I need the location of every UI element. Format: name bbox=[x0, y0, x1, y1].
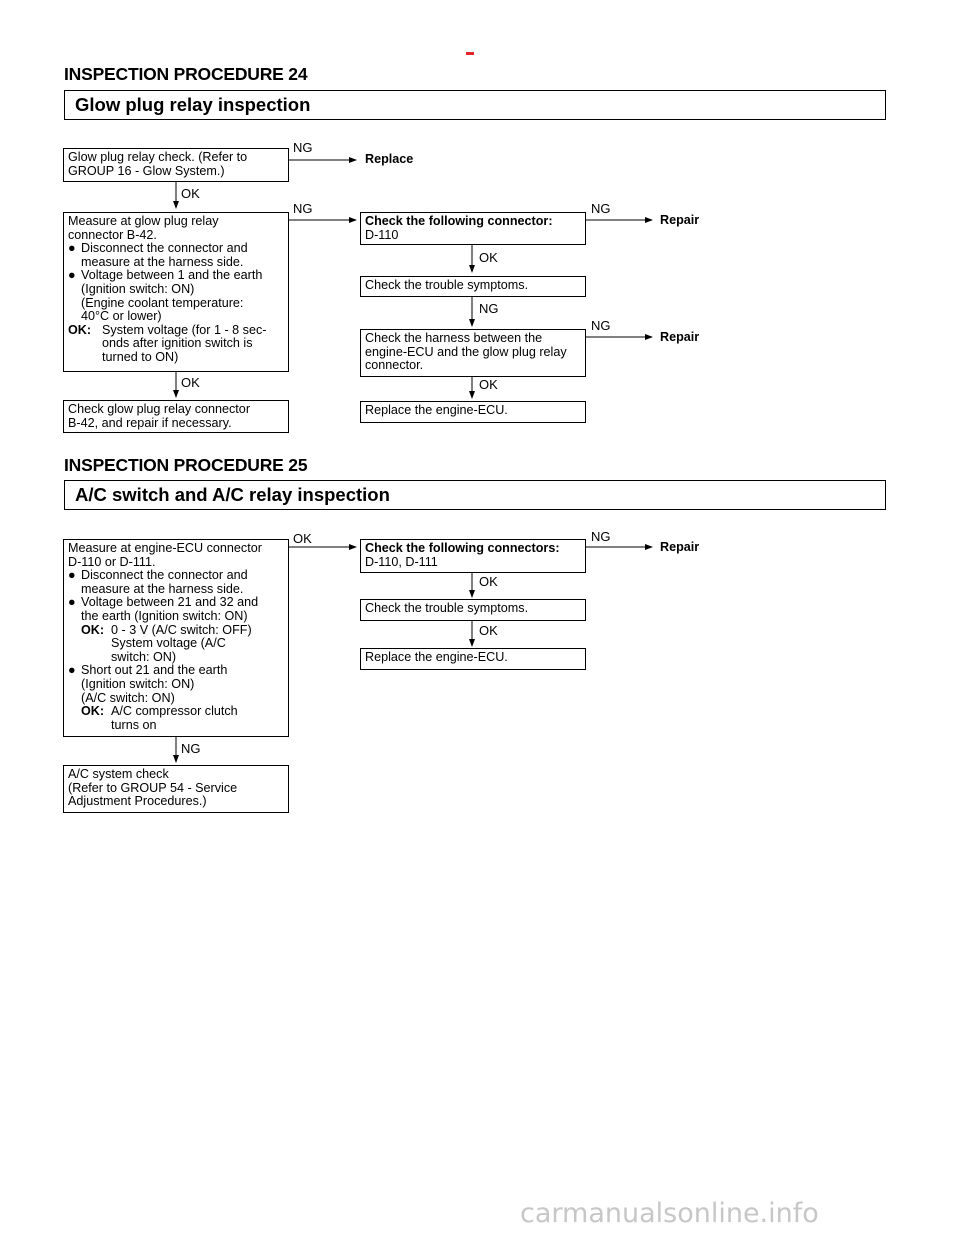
box-line: Check the trouble symptoms. bbox=[365, 278, 529, 292]
box-line: GROUP 16 - Glow System.) bbox=[68, 163, 225, 178]
bullet-icon: ● bbox=[68, 663, 76, 678]
box-line: Check glow plug relay connector bbox=[68, 402, 251, 416]
ng-label: NG bbox=[591, 201, 611, 216]
box-line: (Engine coolant temperature: bbox=[81, 295, 244, 310]
replace-result: Replace bbox=[365, 152, 414, 166]
repair-result: Repair bbox=[660, 213, 700, 227]
box-line: D-110 bbox=[365, 227, 399, 242]
measure-glow-plug-relay-box bbox=[63, 212, 289, 372]
box-line: System voltage (for 1 - 8 sec- bbox=[102, 322, 267, 337]
check-harness-box bbox=[360, 329, 586, 377]
box-line: switch: ON) bbox=[111, 649, 177, 664]
replace-engine-ecu-box bbox=[360, 401, 586, 423]
box-line: Measure at glow plug relay bbox=[68, 214, 219, 228]
measure-engine-ecu-box bbox=[63, 539, 289, 737]
box-line: 0 - 3 V (A/C switch: OFF) bbox=[111, 622, 252, 637]
box-line: onds after ignition switch is bbox=[102, 336, 253, 351]
procedure-24-title: INSPECTION PROCEDURE 24 bbox=[64, 64, 308, 84]
ok-criteria-label: OK: bbox=[81, 704, 105, 719]
box-line: B-42, and repair if necessary. bbox=[68, 415, 232, 430]
box-line: A/C system check bbox=[68, 767, 169, 781]
replace-engine-ecu-box bbox=[360, 648, 586, 670]
box-line: D-110 or D-111. bbox=[68, 554, 156, 569]
bullet-item bbox=[68, 664, 284, 678]
ok-criteria bbox=[68, 624, 284, 638]
ng-label: NG bbox=[591, 529, 611, 544]
check-trouble-symptoms-box bbox=[360, 599, 586, 621]
repair-result: Repair bbox=[660, 330, 700, 344]
bullet-icon: ● bbox=[68, 241, 76, 256]
ok-label: OK bbox=[479, 250, 498, 265]
bullet-item bbox=[68, 596, 284, 610]
ok-criteria bbox=[68, 705, 284, 719]
box-line: (Refer to GROUP 54 - Service bbox=[68, 780, 238, 795]
bullet-icon: ● bbox=[68, 268, 76, 283]
box-line: Check the harness between the bbox=[365, 331, 543, 345]
box-line: Disconnect the connector and bbox=[81, 241, 248, 256]
box-line: engine-ECU and the glow plug relay bbox=[365, 344, 567, 359]
box-line: Check the trouble symptoms. bbox=[365, 601, 529, 615]
bullet-item bbox=[68, 269, 284, 283]
bullet-icon: ● bbox=[68, 568, 76, 583]
box-line: measure at the harness side. bbox=[81, 581, 244, 596]
ac-system-check-box bbox=[63, 765, 289, 813]
box-line: Voltage between 1 and the earth bbox=[81, 268, 263, 283]
ok-criteria-label: OK: bbox=[68, 322, 92, 337]
box-line: connector. bbox=[365, 358, 424, 373]
box-line: Glow plug relay check. (Refer to bbox=[68, 150, 248, 164]
ok-label: OK bbox=[181, 375, 200, 390]
watermark-text: carmanualsonline.info bbox=[520, 1198, 819, 1229]
box-line: A/C compressor clutch bbox=[111, 704, 238, 719]
box-line: (Ignition switch: ON) bbox=[81, 281, 195, 296]
check-connectors-box bbox=[360, 539, 586, 573]
glow-plug-relay-check-box bbox=[63, 148, 289, 182]
box-line: Adjustment Procedures.) bbox=[68, 794, 207, 809]
box-line: Replace the engine-ECU. bbox=[365, 403, 508, 417]
box-title: Check the following connector: bbox=[365, 214, 553, 228]
check-trouble-symptoms-box bbox=[360, 276, 586, 297]
box-line: 40°C or lower) bbox=[81, 309, 162, 324]
box-line: the earth (Ignition switch: ON) bbox=[81, 608, 248, 623]
repair-result: Repair bbox=[660, 540, 700, 554]
ng-label: NG bbox=[293, 140, 313, 155]
ng-label: NG bbox=[181, 741, 201, 756]
box-line: Measure at engine-ECU connector bbox=[68, 541, 262, 555]
box-line: Short out 21 and the earth bbox=[81, 663, 228, 678]
bullet-item bbox=[68, 569, 284, 583]
bullet-icon: ● bbox=[68, 595, 76, 610]
ok-label: OK bbox=[181, 186, 200, 201]
box-line: turned to ON) bbox=[102, 349, 179, 364]
bullet-item bbox=[68, 242, 284, 256]
ng-label: NG bbox=[293, 201, 313, 216]
box-line: Disconnect the connector and bbox=[81, 568, 248, 583]
ng-label: NG bbox=[591, 318, 611, 333]
ok-criteria bbox=[68, 324, 284, 338]
procedure-24-section-heading: Glow plug relay inspection bbox=[64, 90, 886, 120]
box-line: D-110, D-111 bbox=[365, 554, 438, 569]
ok-label: OK bbox=[479, 377, 498, 392]
ok-criteria-label: OK: bbox=[81, 622, 105, 637]
ng-label: NG bbox=[479, 301, 499, 316]
ok-label: OK bbox=[479, 623, 498, 638]
box-line: Replace the engine-ECU. bbox=[365, 650, 508, 664]
box-title: Check the following connectors: bbox=[365, 541, 560, 555]
ok-label: OK bbox=[293, 531, 312, 546]
box-line: System voltage (A/C bbox=[111, 636, 226, 651]
box-line: connector B-42. bbox=[68, 227, 157, 242]
ok-label: OK bbox=[479, 574, 498, 589]
box-line: (Ignition switch: ON) bbox=[81, 676, 195, 691]
check-connector-box bbox=[360, 212, 586, 245]
procedure-25-section-heading: A/C switch and A/C relay inspection bbox=[64, 480, 886, 510]
box-line: (A/C switch: ON) bbox=[81, 690, 175, 705]
check-glow-plug-connector-box bbox=[63, 400, 289, 433]
procedure-25-title: INSPECTION PROCEDURE 25 bbox=[64, 455, 308, 475]
box-line: Voltage between 21 and 32 and bbox=[81, 595, 259, 610]
box-line: measure at the harness side. bbox=[81, 254, 244, 269]
box-line: turns on bbox=[111, 717, 157, 732]
